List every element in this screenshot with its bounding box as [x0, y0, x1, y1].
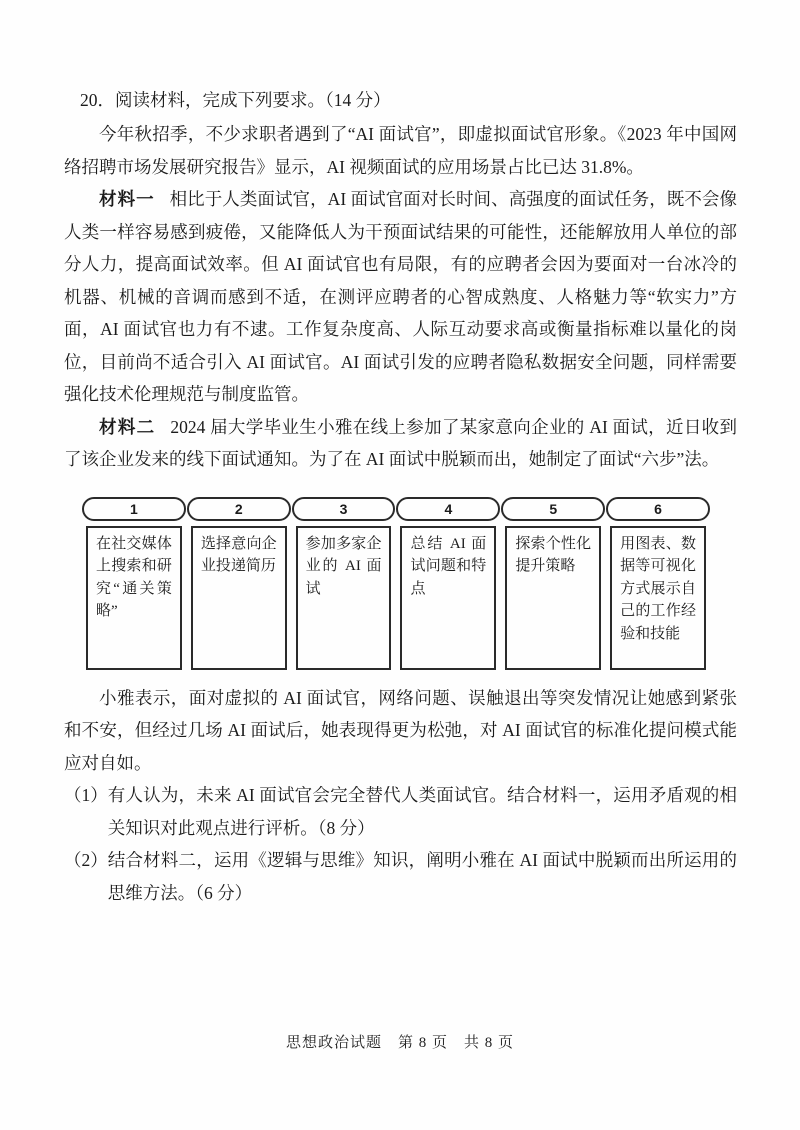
xiaoya-paragraph: 小雅表示，面对虚拟的 AI 面试官，网络问题、误触退出等突发情况让她感到紧张和不安，但经过几场 AI 面试后，她表现得更为松弛，对 AI 面试官的标准化提问模式能应对自如。: [64, 687, 737, 773]
material-1-paragraph: [64, 183, 737, 411]
material-1-text: 相比于人类面试官，AI 面试官面对长时间、高强度的面试任务，既不会像人类一样容易感到疲倦，又能降低人为干预面试结果的可能性，还能解放用人单位的部分人力，提高面试效率。但 AI 面试官也有局限，有的应聘者会因为要面对一台冰冷的机器、机械的音调而感到不适，在测评应聘者的心智成熟度、人格魅力等“软实力”方面，AI 面试官也力有不逮。工作复杂度高、人际互动要求高或衡量指标难以量化的岗位，目前尚不适合引入 AI 面试官。AI 面试引发的应聘者隐私数据安全问题，同样需要强化技术伦理规范与制度监管。: [64, 189, 737, 404]
step-3: [296, 497, 392, 670]
question-title: 20．阅读材料，完成下列要求。（14 分）: [80, 90, 391, 110]
step-4-box: 总结 AI 面试问题和特点: [400, 526, 496, 670]
step-1: [86, 497, 182, 670]
step-2-number-pill: 2: [187, 497, 291, 521]
sub-question-1-text: 有人认为，未来 AI 面试官会完全替代人类面试官。结合材料一，运用矛盾观的相关知识对此观点进行评析。（8 分）: [107, 785, 737, 838]
sub-question-1: [64, 779, 737, 844]
footer-text: 思想政治试题 第 8 页 共 8 页: [285, 1035, 514, 1051]
material-2-label: 材料二: [99, 416, 156, 437]
sub-question-2-text: 结合材料二，运用《逻辑与思维》知识，阐明小雅在 AI 面试中脱颖而出所运用的思维方法。（6 分）: [107, 850, 737, 903]
step-4-number-pill: 4: [396, 497, 500, 521]
step-3-number-pill: 3: [292, 497, 396, 521]
material-2-paragraph: [64, 411, 737, 476]
step-1-number-pill: 1: [82, 497, 186, 521]
sub-question-2-number: （2）: [64, 850, 108, 870]
step-5: [505, 497, 601, 670]
intro-paragraph: 今年秋招季，不少求职者遇到了“AI 面试官”，即虚拟面试官形象。《2023 年中国网络招聘市场发展研究报告》显示，AI 视频面试的应用场景占比已达 31.8%。: [64, 124, 737, 177]
step-5-box: 探索个性化提升策略: [505, 526, 601, 670]
step-3-box: 参加多家企业的 AI 面试: [296, 526, 392, 670]
material-1-label: 材料一: [99, 189, 155, 209]
six-step-diagram: [86, 497, 706, 670]
step-5-number-pill: 5: [501, 497, 605, 521]
step-6: [610, 497, 706, 670]
step-6-box: 用图表、数据等可视化方式展示自己的工作经验和技能: [610, 526, 706, 670]
sub-question-2: [64, 844, 737, 909]
material-2-text: 2024 届大学毕业生小雅在线上参加了某家意向企业的 AI 面试，近日收到了该企业发来的线下面试通知。为了在 AI 面试中脱颖而出，她制定了面试“六步”法。: [64, 416, 738, 469]
step-2-box: 选择意向企业投递简历: [191, 526, 287, 670]
step-4: [400, 497, 496, 670]
step-6-number-pill: 6: [606, 497, 710, 521]
sub-question-1-number: （1）: [64, 785, 108, 805]
page-footer: [0, 1031, 800, 1052]
step-2: [191, 497, 287, 670]
step-1-box: 在社交媒体上搜索和研究“通关策略”: [86, 526, 182, 670]
